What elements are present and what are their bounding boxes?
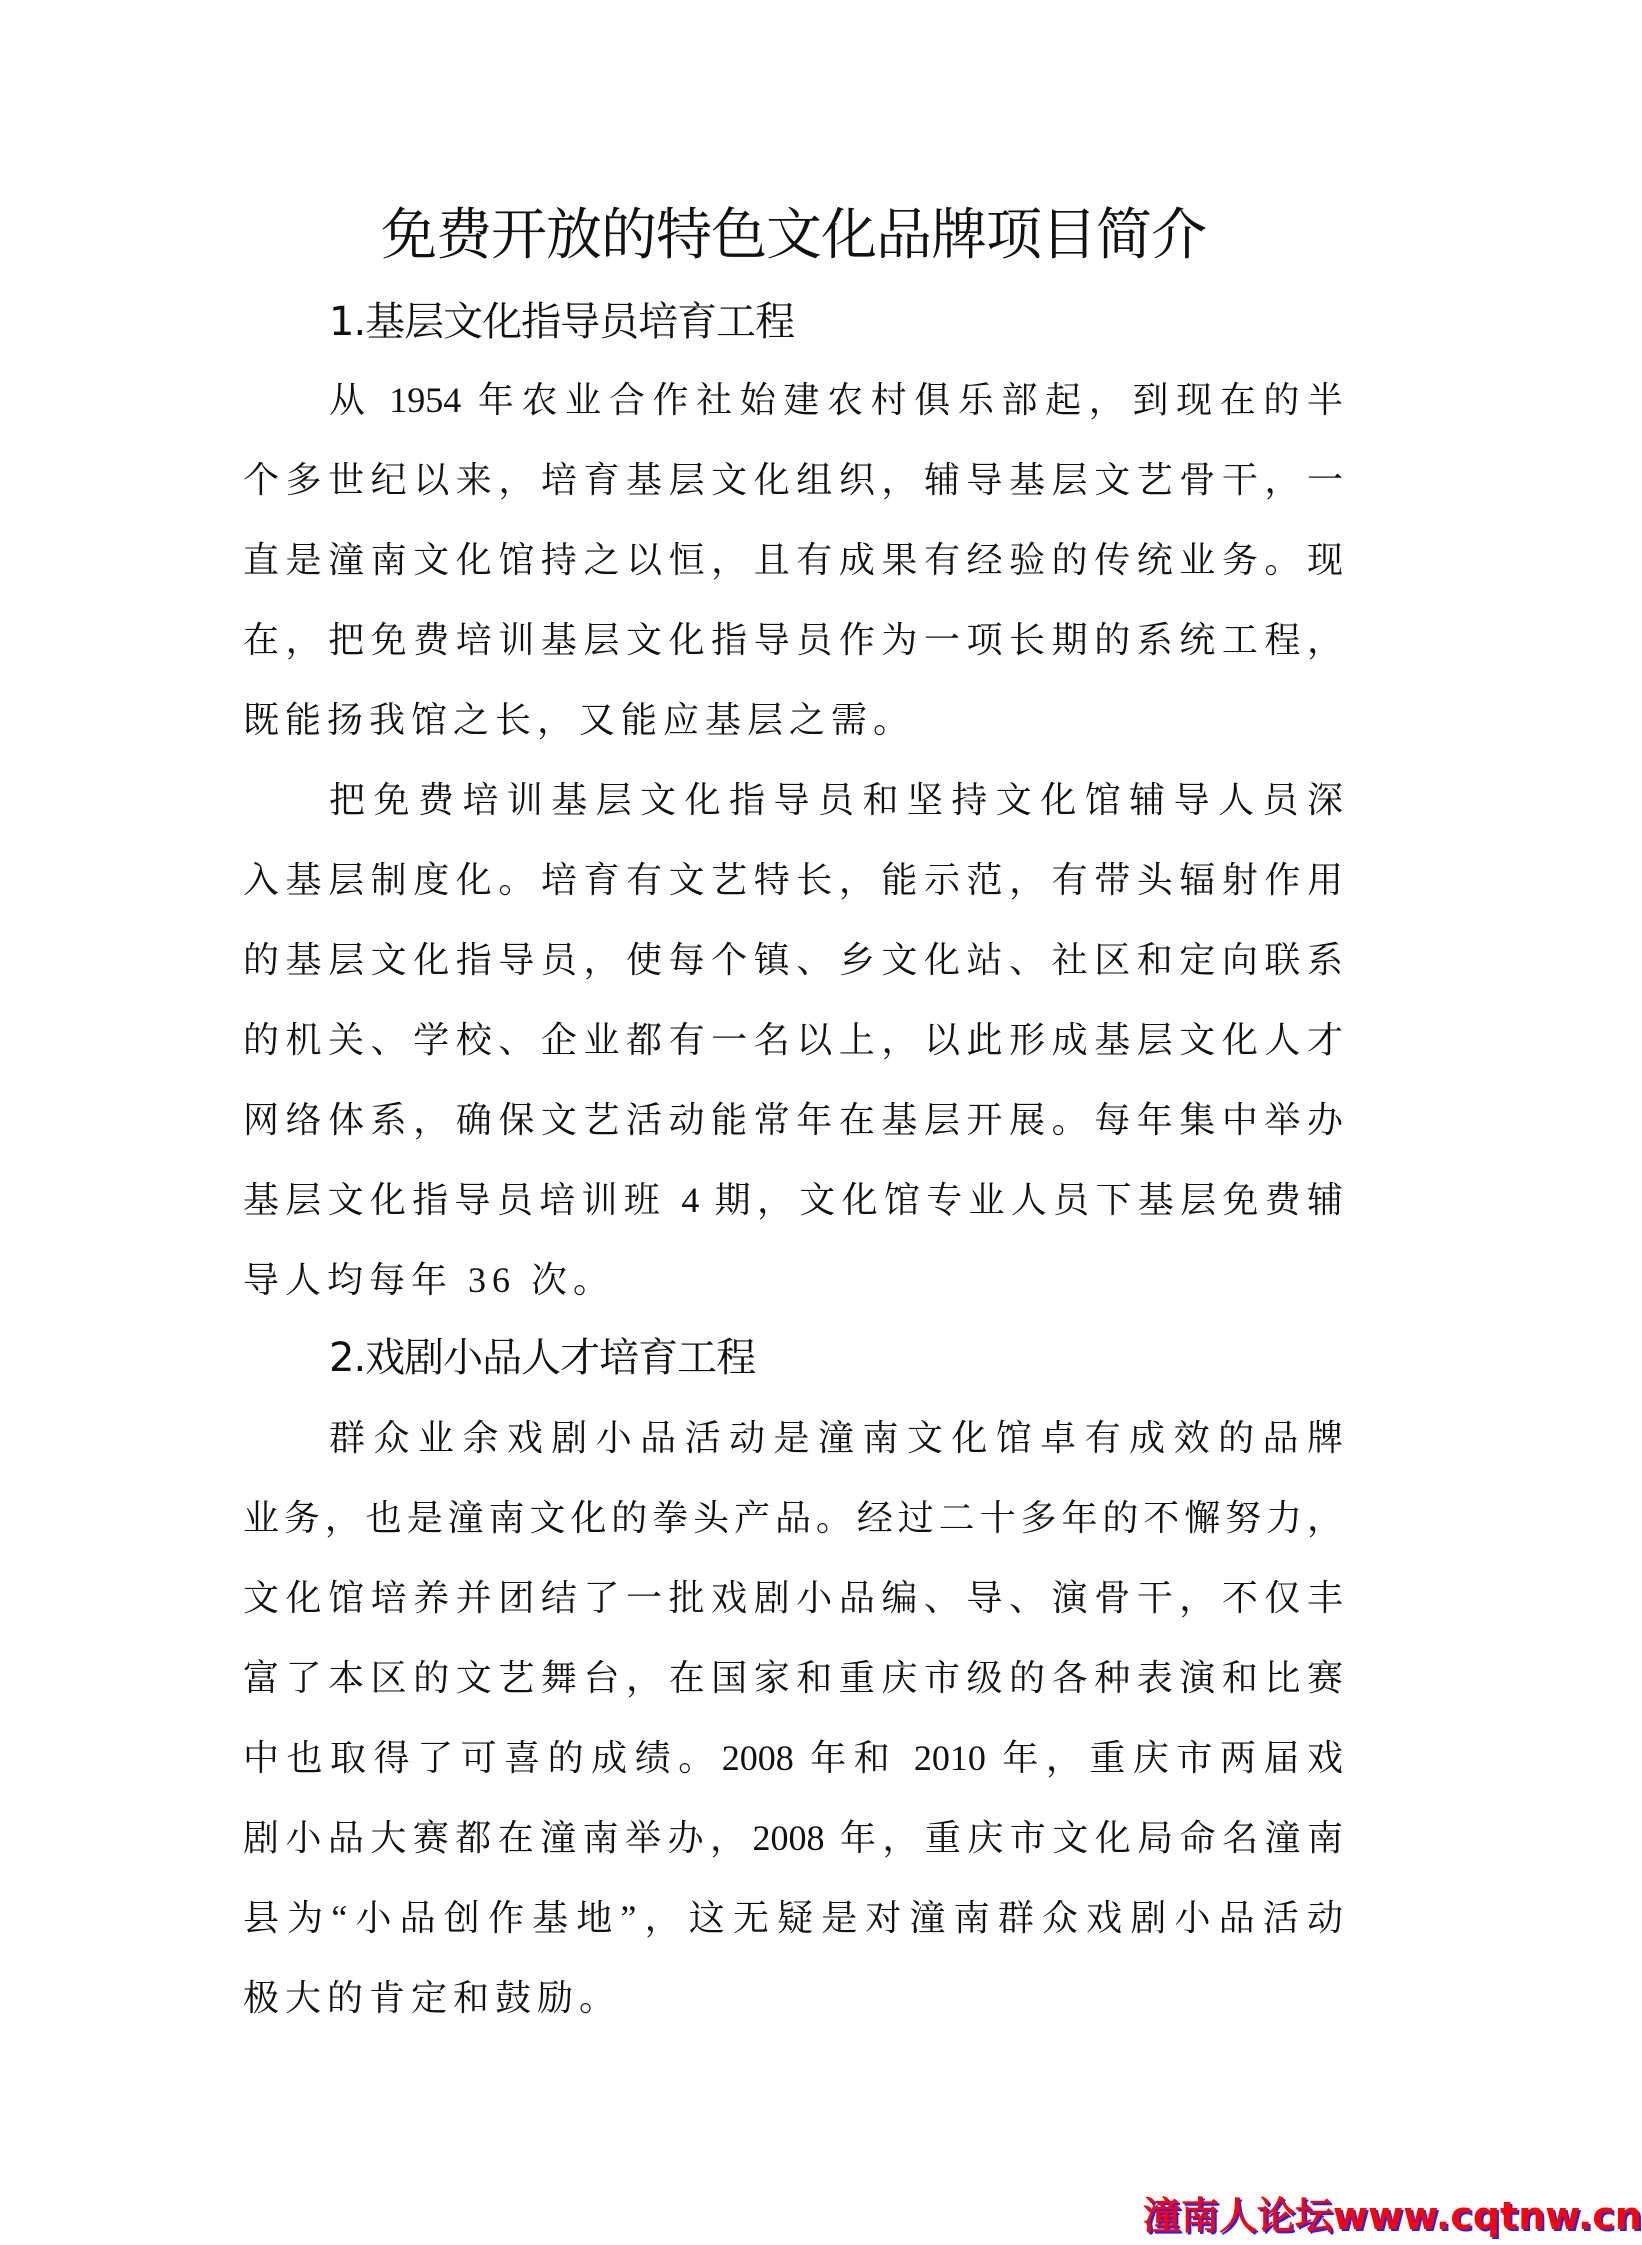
text-line: 导人均每年 36 次。	[243, 1260, 616, 1300]
text-line: 直是潼南文化馆持之以恒，且有成果有经验的传统业务。现	[243, 540, 1343, 580]
text-line: 的机关、学校、企业都有一名以上，以此形成基层文化人才	[243, 1020, 1343, 1060]
text-line: 极大的肯定和鼓励。	[243, 1978, 622, 2018]
text-line: 剧小品大赛都在潼南举办，2008 年，重庆市文化局命名潼南	[243, 1818, 1343, 1858]
paragraph	[243, 360, 1343, 760]
text-line: 把免费培训基层文化指导员和坚持文化馆辅导人员深	[329, 780, 1343, 820]
text-line: 县为“小品创作基地”，这无疑是对潼南群众戏剧小品活动	[243, 1898, 1343, 1938]
text-line: 在，把免费培训基层文化指导员作为一项长期的系统工程，	[243, 620, 1343, 660]
text-line: 富了本区的文艺舞台，在国家和重庆市级的各种表演和比赛	[243, 1658, 1343, 1698]
text-line: 中也取得了可喜的成绩。2008 年和 2010 年，重庆市两届戏	[243, 1738, 1343, 1778]
text-line: 网络体系，确保文艺活动能常年在基层开展。每年集中举办	[243, 1100, 1343, 1140]
section-heading-2: 2.戏剧小品人才培育工程	[329, 1335, 756, 1381]
paragraph	[243, 1398, 1343, 2038]
text-line: 文化馆培养并团结了一批戏剧小品编、导、演骨干，不仅丰	[243, 1578, 1343, 1618]
text-line: 的基层文化指导员，使每个镇、乡文化站、社区和定向联系	[243, 940, 1343, 980]
text-line: 既能扬我馆之长，又能应基层之需。	[243, 700, 916, 740]
text-line: 基层文化指导员培训班 4 期，文化馆专业人员下基层免费辅	[243, 1180, 1343, 1220]
document-title: 免费开放的特色文化品牌项目简介	[381, 203, 1206, 268]
text-line: 群众业余戏剧小品活动是潼南文化馆卓有成效的品牌	[329, 1418, 1343, 1458]
text-line: 业务，也是潼南文化的拳头产品。经过二十多年的不懈努力，	[243, 1498, 1343, 1538]
text-line: 入基层制度化。培育有文艺特长，能示范，有带头辐射作用	[243, 860, 1343, 900]
watermark: 潼南人论坛www.cqtnw.cn	[1143, 2194, 1642, 2238]
paragraph	[243, 760, 1343, 1320]
text-line: 从 1954 年农业合作社始建农村俱乐部起，到现在的半	[329, 380, 1343, 420]
section-heading-1: 1.基层文化指导员培育工程	[329, 299, 795, 345]
text-line: 个多世纪以来，培育基层文化组织，辅导基层文艺骨干，一	[243, 460, 1343, 500]
